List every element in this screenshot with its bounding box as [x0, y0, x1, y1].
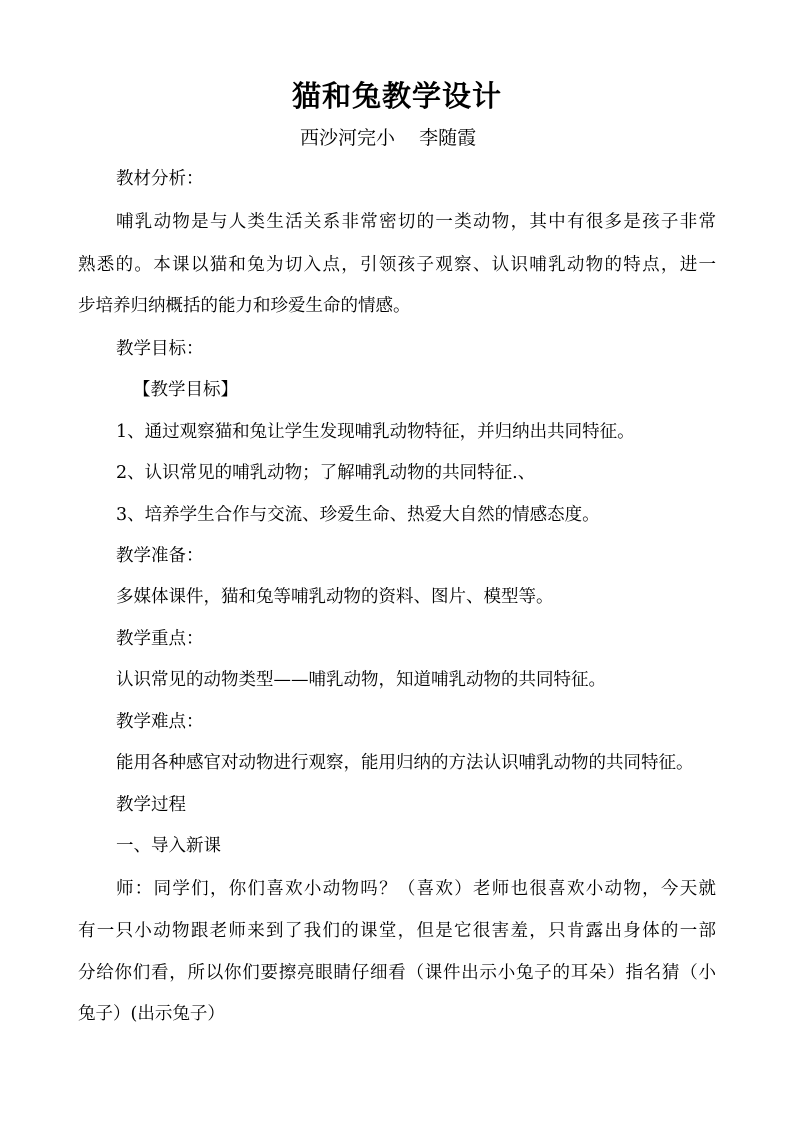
difficulty-text: 能用各种感官对动物进行观察，能用归纳的方法认识哺乳动物的共同特征。	[116, 753, 694, 773]
section-1-line-4: 兔子）(出示兔子）	[78, 1004, 225, 1024]
prep-heading: 教学准备：	[116, 546, 204, 566]
key-point-heading: 教学重点：	[116, 629, 204, 649]
prep-text: 多媒体课件，猫和兔等哺乳动物的资料、图片、模型等。	[116, 587, 554, 607]
goals-bracket-heading: 【教学目标】	[133, 380, 238, 400]
goal-item-1: 1、通过观察猫和兔让学生发现哺乳动物特征，并归纳出共同特征。	[116, 422, 635, 442]
material-line-3: 步培养归纳概括的能力和珍爱生命的情感。	[78, 296, 411, 316]
material-line-2: 熟悉的。本课以猫和兔为切入点，引领孩子观察、认识哺乳动物的特点，进一	[78, 255, 716, 275]
process-heading: 教学过程	[116, 795, 186, 815]
section-1-line-2: 有一只小动物跟老师来到了我们的课堂，但是它很害羞，只肯露出身体的一部	[78, 921, 716, 941]
goal-item-3: 3、培养学生合作与交流、珍爱生命、热爱大自然的情感态度。	[116, 505, 600, 525]
document-title: 猫和兔教学设计	[291, 79, 502, 113]
material-heading: 教材分析：	[116, 169, 204, 189]
author-line: 西沙河完小 李随霞	[300, 127, 477, 149]
difficulty-heading: 教学难点：	[116, 712, 204, 732]
section-1-line-3: 分给你们看，所以你们要擦亮眼睛仔细看（课件出示小兔子的耳朵）指名猜（小	[78, 963, 716, 983]
key-point-text: 认识常见的动物类型——哺乳动物，知道哺乳动物的共同特征。	[116, 670, 606, 690]
section-1-line-1: 师：同学们，你们喜欢小动物吗？（喜欢）老师也很喜欢小动物，今天就	[116, 879, 716, 899]
goals-heading: 教学目标：	[116, 339, 204, 359]
material-line-1: 哺乳动物是与人类生活关系非常密切的一类动物，其中有很多是孩子非常	[116, 212, 716, 232]
goal-item-2: 2、认识常见的哺乳动物；了解哺乳动物的共同特征.、	[116, 463, 536, 483]
section-1-heading: 一、导入新课	[116, 836, 221, 856]
